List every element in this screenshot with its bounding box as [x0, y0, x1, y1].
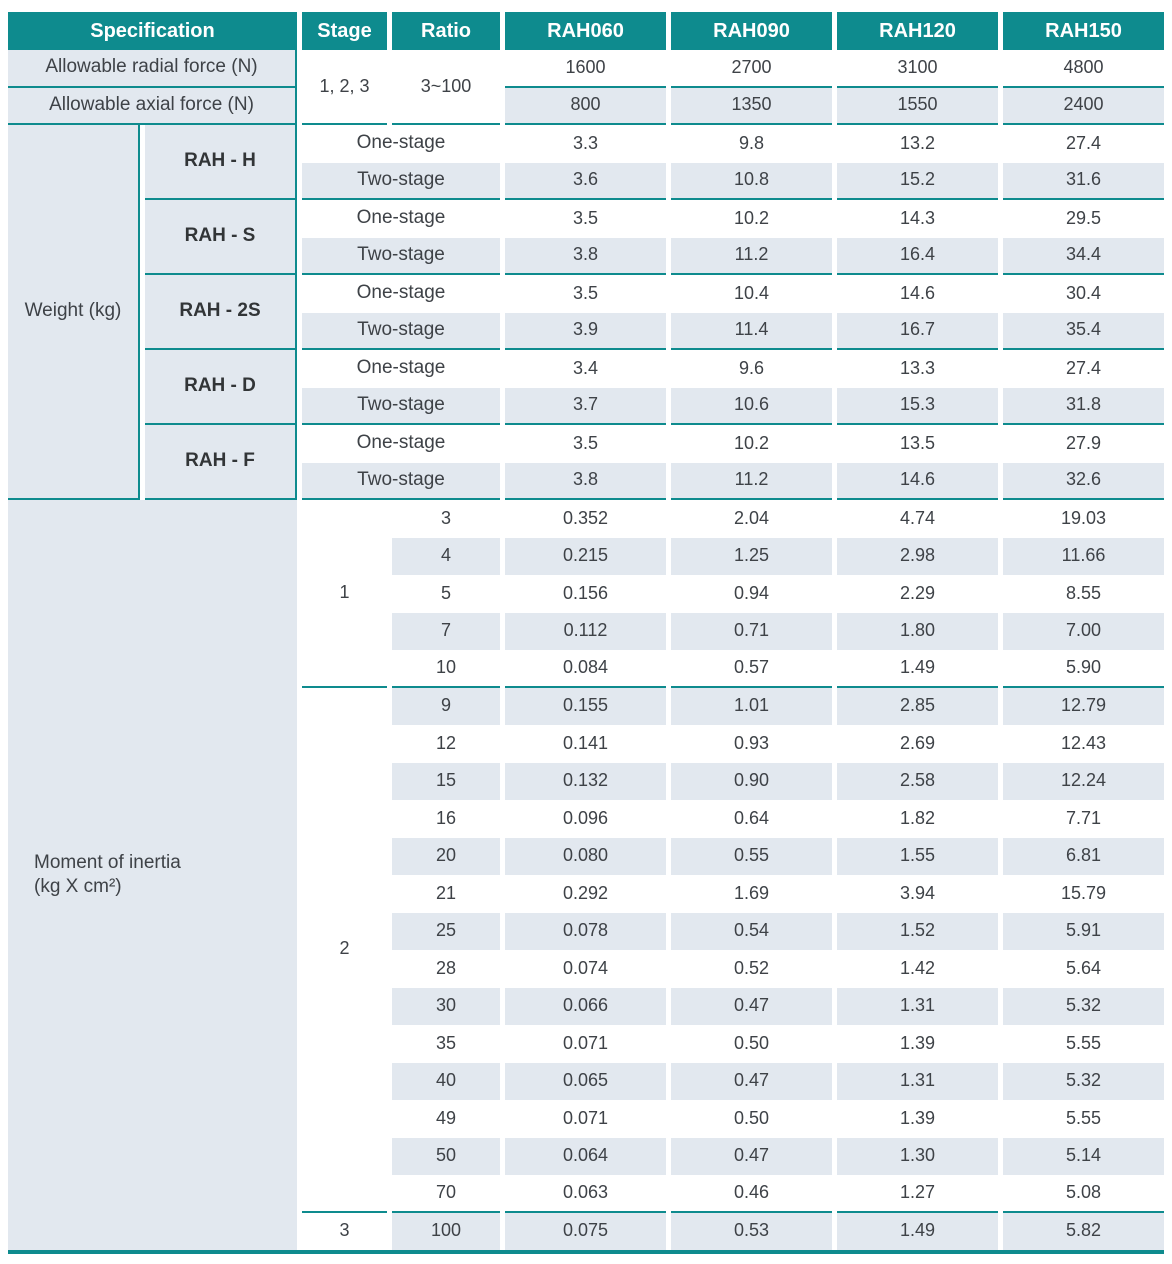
value-cell: 11.2	[671, 463, 832, 501]
two-stage-label: Two-stage	[302, 238, 500, 276]
value-cell: 12.24	[1003, 763, 1164, 801]
value-cell: 3100	[837, 50, 998, 88]
value-cell: 1.39	[837, 1025, 998, 1063]
value-cell: 31.8	[1003, 388, 1164, 426]
value-cell: 0.55	[671, 838, 832, 876]
value-cell: 14.6	[837, 463, 998, 501]
two-stage-label: Two-stage	[302, 313, 500, 351]
moment-of-inertia-line1: Moment of inertia	[34, 851, 181, 873]
value-cell: 0.071	[505, 1025, 666, 1063]
value-cell: 2.29	[837, 575, 998, 613]
col-header-specification: Specification	[8, 12, 297, 50]
value-cell: 11.4	[671, 313, 832, 351]
model-label-rah-d: RAH - D	[145, 350, 297, 425]
value-cell: 32.6	[1003, 463, 1164, 501]
value-cell: 0.156	[505, 575, 666, 613]
value-cell: 1.30	[837, 1138, 998, 1176]
value-cell: 0.46	[671, 1175, 832, 1213]
one-stage-label: One-stage	[302, 200, 500, 238]
value-cell: 5.08	[1003, 1175, 1164, 1213]
value-cell: 9.6	[671, 350, 832, 388]
value-cell: 8.55	[1003, 575, 1164, 613]
value-cell: 5.55	[1003, 1100, 1164, 1138]
value-cell: 0.50	[671, 1025, 832, 1063]
value-cell: 10.2	[671, 425, 832, 463]
value-cell: 2.69	[837, 725, 998, 763]
value-cell: 1.80	[837, 613, 998, 651]
ratio-cell: 40	[392, 1063, 500, 1101]
value-cell: 0.94	[671, 575, 832, 613]
value-cell: 0.47	[671, 1138, 832, 1176]
value-cell: 30.4	[1003, 275, 1164, 313]
model-label-rah-s: RAH - S	[145, 200, 297, 275]
value-cell: 2.85	[837, 688, 998, 726]
value-cell: 16.4	[837, 238, 998, 276]
value-cell: 0.90	[671, 763, 832, 801]
ratio-cell: 25	[392, 913, 500, 951]
value-cell: 0.93	[671, 725, 832, 763]
value-cell: 7.71	[1003, 800, 1164, 838]
value-cell: 0.57	[671, 650, 832, 688]
value-cell: 0.50	[671, 1100, 832, 1138]
value-cell: 3.3	[505, 125, 666, 163]
ratio-cell: 70	[392, 1175, 500, 1213]
ratio-cell: 20	[392, 838, 500, 876]
value-cell: 31.6	[1003, 163, 1164, 201]
label-moment-of-inertia	[8, 500, 297, 1250]
value-cell: 5.55	[1003, 1025, 1164, 1063]
value-cell: 1.69	[671, 875, 832, 913]
ratio-cell: 16	[392, 800, 500, 838]
value-cell: 5.90	[1003, 650, 1164, 688]
value-cell: 5.82	[1003, 1213, 1164, 1251]
col-header-rah060: RAH060	[505, 12, 666, 50]
value-cell: 0.065	[505, 1063, 666, 1101]
label-axial-force: Allowable axial force (N)	[8, 88, 297, 126]
value-cell: 2.98	[837, 538, 998, 576]
model-label-rah-h: RAH - H	[145, 125, 297, 200]
value-cell: 0.64	[671, 800, 832, 838]
col-header-ratio: Ratio	[392, 12, 500, 50]
one-stage-label: One-stage	[302, 275, 500, 313]
value-cell: 3.7	[505, 388, 666, 426]
label-radial-force: Allowable radial force (N)	[8, 50, 297, 88]
value-cell: 3.9	[505, 313, 666, 351]
value-cell: 1.49	[837, 650, 998, 688]
ratio-cell: 15	[392, 763, 500, 801]
value-cell: 0.52	[671, 950, 832, 988]
model-label-rah-2s: RAH - 2S	[145, 275, 297, 350]
value-cell: 13.5	[837, 425, 998, 463]
col-header-rah120: RAH120	[837, 12, 998, 50]
value-cell: 0.155	[505, 688, 666, 726]
value-cell: 1.31	[837, 988, 998, 1026]
value-cell: 4.74	[837, 500, 998, 538]
ratio-cell: 3	[392, 500, 500, 538]
one-stage-label: One-stage	[302, 350, 500, 388]
value-cell: 16.7	[837, 313, 998, 351]
value-cell: 13.2	[837, 125, 998, 163]
value-cell: 0.54	[671, 913, 832, 951]
ratio-cell: 5	[392, 575, 500, 613]
value-cell: 0.215	[505, 538, 666, 576]
value-cell: 1.39	[837, 1100, 998, 1138]
value-cell: 4800	[1003, 50, 1164, 88]
value-cell: 10.2	[671, 200, 832, 238]
ratio-cell: 100	[392, 1213, 500, 1251]
value-cell: 0.074	[505, 950, 666, 988]
ratio-cell: 49	[392, 1100, 500, 1138]
ratio-cell: 9	[392, 688, 500, 726]
specification-table	[8, 12, 1164, 1254]
value-cell: 1.31	[837, 1063, 998, 1101]
stage-cell-3: 3	[302, 1213, 387, 1251]
value-cell: 5.32	[1003, 988, 1164, 1026]
value-cell: 3.8	[505, 238, 666, 276]
col-header-stage: Stage	[302, 12, 387, 50]
value-cell: 0.080	[505, 838, 666, 876]
ratio-cell: 12	[392, 725, 500, 763]
value-cell: 0.078	[505, 913, 666, 951]
model-label-rah-f: RAH - F	[145, 425, 297, 500]
value-cell: 12.43	[1003, 725, 1164, 763]
value-cell: 2.58	[837, 763, 998, 801]
value-cell: 0.47	[671, 988, 832, 1026]
value-cell: 7.00	[1003, 613, 1164, 651]
value-cell: 0.292	[505, 875, 666, 913]
ratio-cell-forces: 3~100	[392, 50, 500, 125]
value-cell: 1.42	[837, 950, 998, 988]
value-cell: 1.01	[671, 688, 832, 726]
value-cell: 0.071	[505, 1100, 666, 1138]
ratio-cell: 50	[392, 1138, 500, 1176]
value-cell: 27.4	[1003, 350, 1164, 388]
value-cell: 2400	[1003, 88, 1164, 126]
value-cell: 0.112	[505, 613, 666, 651]
value-cell: 1.52	[837, 913, 998, 951]
label-weight: Weight (kg)	[8, 125, 140, 500]
value-cell: 0.064	[505, 1138, 666, 1176]
ratio-cell: 30	[392, 988, 500, 1026]
value-cell: 0.066	[505, 988, 666, 1026]
value-cell: 5.14	[1003, 1138, 1164, 1176]
value-cell: 0.132	[505, 763, 666, 801]
value-cell: 5.32	[1003, 1063, 1164, 1101]
one-stage-label: One-stage	[302, 125, 500, 163]
value-cell: 15.79	[1003, 875, 1164, 913]
value-cell: 19.03	[1003, 500, 1164, 538]
value-cell: 35.4	[1003, 313, 1164, 351]
value-cell: 0.71	[671, 613, 832, 651]
value-cell: 1.82	[837, 800, 998, 838]
value-cell: 1.27	[837, 1175, 998, 1213]
two-stage-label: Two-stage	[302, 163, 500, 201]
ratio-cell: 4	[392, 538, 500, 576]
value-cell: 0.075	[505, 1213, 666, 1251]
value-cell: 14.3	[837, 200, 998, 238]
value-cell: 9.8	[671, 125, 832, 163]
moment-of-inertia-line2: (kg X cm²)	[34, 875, 122, 897]
ratio-cell: 7	[392, 613, 500, 651]
value-cell: 0.084	[505, 650, 666, 688]
value-cell: 15.3	[837, 388, 998, 426]
value-cell: 29.5	[1003, 200, 1164, 238]
ratio-cell: 35	[392, 1025, 500, 1063]
value-cell: 11.2	[671, 238, 832, 276]
value-cell: 3.5	[505, 425, 666, 463]
value-cell: 27.4	[1003, 125, 1164, 163]
value-cell: 2.04	[671, 500, 832, 538]
value-cell: 3.94	[837, 875, 998, 913]
value-cell: 10.4	[671, 275, 832, 313]
value-cell: 34.4	[1003, 238, 1164, 276]
value-cell: 27.9	[1003, 425, 1164, 463]
value-cell: 2700	[671, 50, 832, 88]
ratio-cell: 21	[392, 875, 500, 913]
value-cell: 10.6	[671, 388, 832, 426]
one-stage-label: One-stage	[302, 425, 500, 463]
value-cell: 14.6	[837, 275, 998, 313]
value-cell: 13.3	[837, 350, 998, 388]
value-cell: 15.2	[837, 163, 998, 201]
value-cell: 3.5	[505, 200, 666, 238]
col-header-rah090: RAH090	[671, 12, 832, 50]
two-stage-label: Two-stage	[302, 388, 500, 426]
value-cell: 0.47	[671, 1063, 832, 1101]
value-cell: 1550	[837, 88, 998, 126]
two-stage-label: Two-stage	[302, 463, 500, 501]
value-cell: 5.64	[1003, 950, 1164, 988]
value-cell: 0.352	[505, 500, 666, 538]
value-cell: 0.063	[505, 1175, 666, 1213]
value-cell: 1.55	[837, 838, 998, 876]
stage-cell-2: 2	[302, 688, 387, 1213]
value-cell: 800	[505, 88, 666, 126]
value-cell: 5.91	[1003, 913, 1164, 951]
value-cell: 6.81	[1003, 838, 1164, 876]
value-cell: 1.49	[837, 1213, 998, 1251]
value-cell: 3.6	[505, 163, 666, 201]
ratio-cell: 28	[392, 950, 500, 988]
col-header-rah150: RAH150	[1003, 12, 1164, 50]
value-cell: 3.5	[505, 275, 666, 313]
value-cell: 0.096	[505, 800, 666, 838]
value-cell: 1350	[671, 88, 832, 126]
value-cell: 12.79	[1003, 688, 1164, 726]
value-cell: 3.4	[505, 350, 666, 388]
stage-cell-1: 1	[302, 500, 387, 688]
value-cell: 10.8	[671, 163, 832, 201]
value-cell: 1600	[505, 50, 666, 88]
value-cell: 1.25	[671, 538, 832, 576]
stage-cell-forces: 1, 2, 3	[302, 50, 387, 125]
value-cell: 0.53	[671, 1213, 832, 1251]
ratio-cell: 10	[392, 650, 500, 688]
value-cell: 11.66	[1003, 538, 1164, 576]
value-cell: 0.141	[505, 725, 666, 763]
value-cell: 3.8	[505, 463, 666, 501]
